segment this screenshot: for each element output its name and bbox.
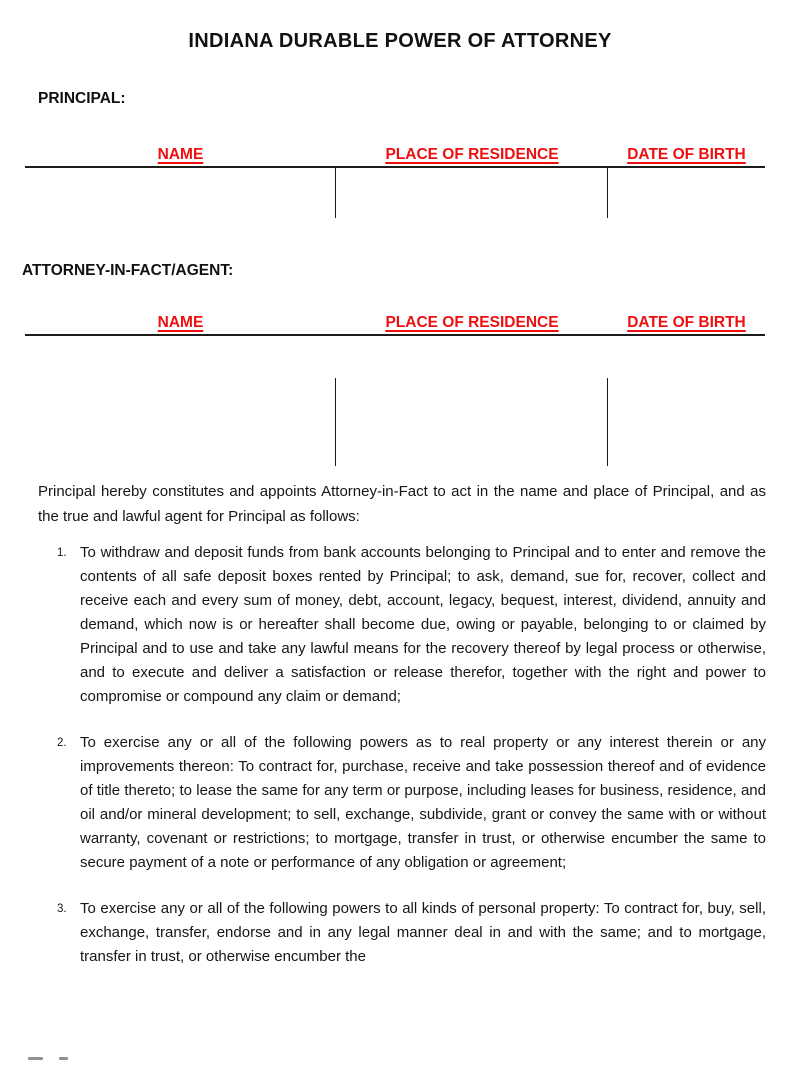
agent-dob-cell[interactable] [608,378,765,466]
appointment-intro-paragraph: Principal hereby constitutes and appoints Attorney-in-Fact to act in the name and place of Principal, and as the true and lawful agent for Principal as follows: [38,483,766,525]
agent-residence-cell[interactable] [336,378,608,466]
power-item-2-number: 2. [57,737,67,749]
agent-section-heading: ATTORNEY-IN-FACT/AGENT: [22,262,234,279]
principal-residence-cell[interactable] [336,168,608,218]
clipped-text-mark [28,1057,43,1060]
principal-table [25,146,765,218]
principal-name-header: NAME [157,146,204,163]
agent-table-spacer [25,336,765,378]
power-item-3 [0,897,800,969]
clipped-next-line-fragment [28,1057,68,1061]
agent-residence-header: PLACE OF RESIDENCE [385,314,559,331]
principal-table-header-row [25,146,765,168]
power-item-3-text: To exercise any or all of the following powers to all kinds of personal property: To contract for, buy, sell, exchange, transfer, endorse and in any legal manner deal in and with the same; and to mortgage, transfer in trust, or otherwise encumber the [80,900,766,965]
agent-name-header: NAME [157,314,204,331]
clipped-text-mark [59,1057,68,1060]
agent-name-cell[interactable] [25,378,336,466]
agent-table-blank-row [25,378,765,466]
power-item-2 [0,731,800,875]
agent-table [25,314,765,466]
agent-table-header-row [25,314,765,336]
power-item-1 [0,541,800,709]
agent-dob-header: DATE OF BIRTH [627,314,746,331]
power-item-1-text: To withdraw and deposit funds from bank accounts belonging to Principal and to enter and remove the contents of all safe deposit boxes rented by Principal; to ask, demand, sue for, recover, collect and receive each and every sum of money, debt, account, legacy, bequest, interest, dividend, annuity and demand, which now is or hereafter shall become due, owing or payable, belonging to or claimed by Principal and to use and take any lawful means for the recovery thereof by legal process or otherwise, and to execute and deliver a satisfaction or release therefor, together with the right and power to compromise or compound any claim or demand; [80,544,766,705]
principal-dob-cell[interactable] [608,168,765,218]
principal-table-blank-row [25,168,765,218]
principal-residence-header: PLACE OF RESIDENCE [385,146,559,163]
powers-list [0,541,800,969]
principal-dob-header: DATE OF BIRTH [627,146,746,163]
principal-section-heading: PRINCIPAL: [38,90,126,107]
power-item-3-number: 3. [57,903,67,915]
principal-name-cell[interactable] [25,168,336,218]
power-item-1-number: 1. [57,547,67,559]
power-item-2-text: To exercise any or all of the following powers as to real property or any interest therein or any improvements thereon: To contract for, purchase, receive and take possession thereof and of evidence of title thereto; to lease the same for any term or purpose, including leases for business, residence, and oil and/or mineral development; to sell, exchange, subdivide, grant or convey the same with or without warranty, covenant or restrictions; to mortgage, transfer in trust, or otherwise encumber the same to secure payment of a note or performance of any obligation or agreement; [80,734,766,871]
document-title: INDIANA DURABLE POWER OF ATTORNEY [188,30,612,52]
